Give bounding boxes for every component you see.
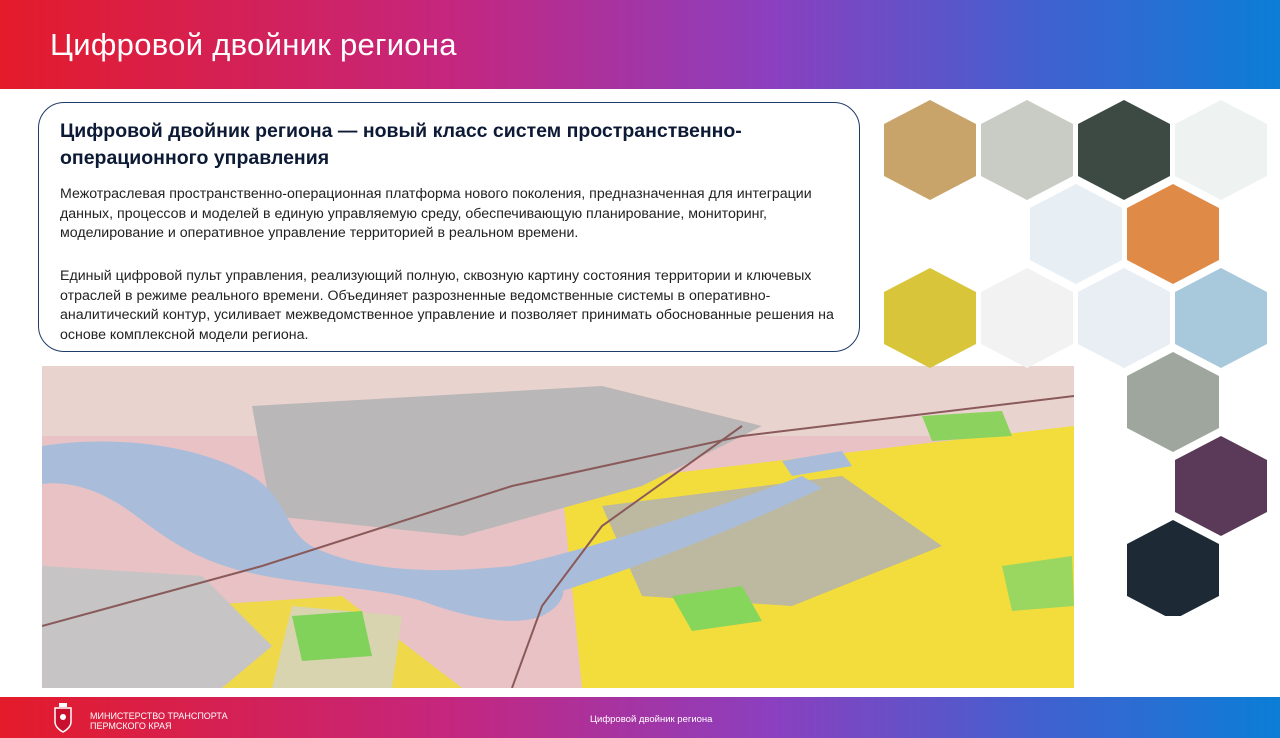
footer-title: Цифровой двойник региона — [590, 714, 713, 725]
region-crest-icon — [52, 702, 74, 734]
ministry-line-2: ПЕРМСКОГО КРАЯ — [90, 721, 172, 731]
card-paragraph-2: Единый цифровой пульт управления, реализующий полную, сквозную картину состояния территории и ключевых отраслей в режиме реального времени. Объединяет разрозненные ведомственные системы в оперативно-аналитический контур, усиливает межведомственное управление и позволяет принимать обоснованные решения на основе комплексной модели региона. — [60, 268, 834, 343]
description-card — [38, 102, 860, 352]
card-paragraph-1: Межотраслевая пространственно-операционная платформа нового поколения, предназначенная для интеграции данных, процессов и моделей в единую управляемую среду, обеспечивающую планирование, мониторинг, моделирование и оперативное управление территорией в реальном времени. — [60, 186, 812, 241]
footer-bar — [0, 697, 1280, 738]
ministry-name — [90, 711, 228, 731]
page-title: Цифровой двойник региона — [50, 27, 457, 62]
ministry-line-1: МИНИСТЕРСТВО ТРАНСПОРТА — [90, 711, 228, 721]
hex-thumbnail — [884, 100, 1267, 616]
header-bar — [0, 0, 1280, 89]
hexagon-collage-image — [880, 96, 1280, 616]
card-heading: Цифровой двойник региона — новый класс систем пространственно-операционного управления — [60, 120, 742, 169]
